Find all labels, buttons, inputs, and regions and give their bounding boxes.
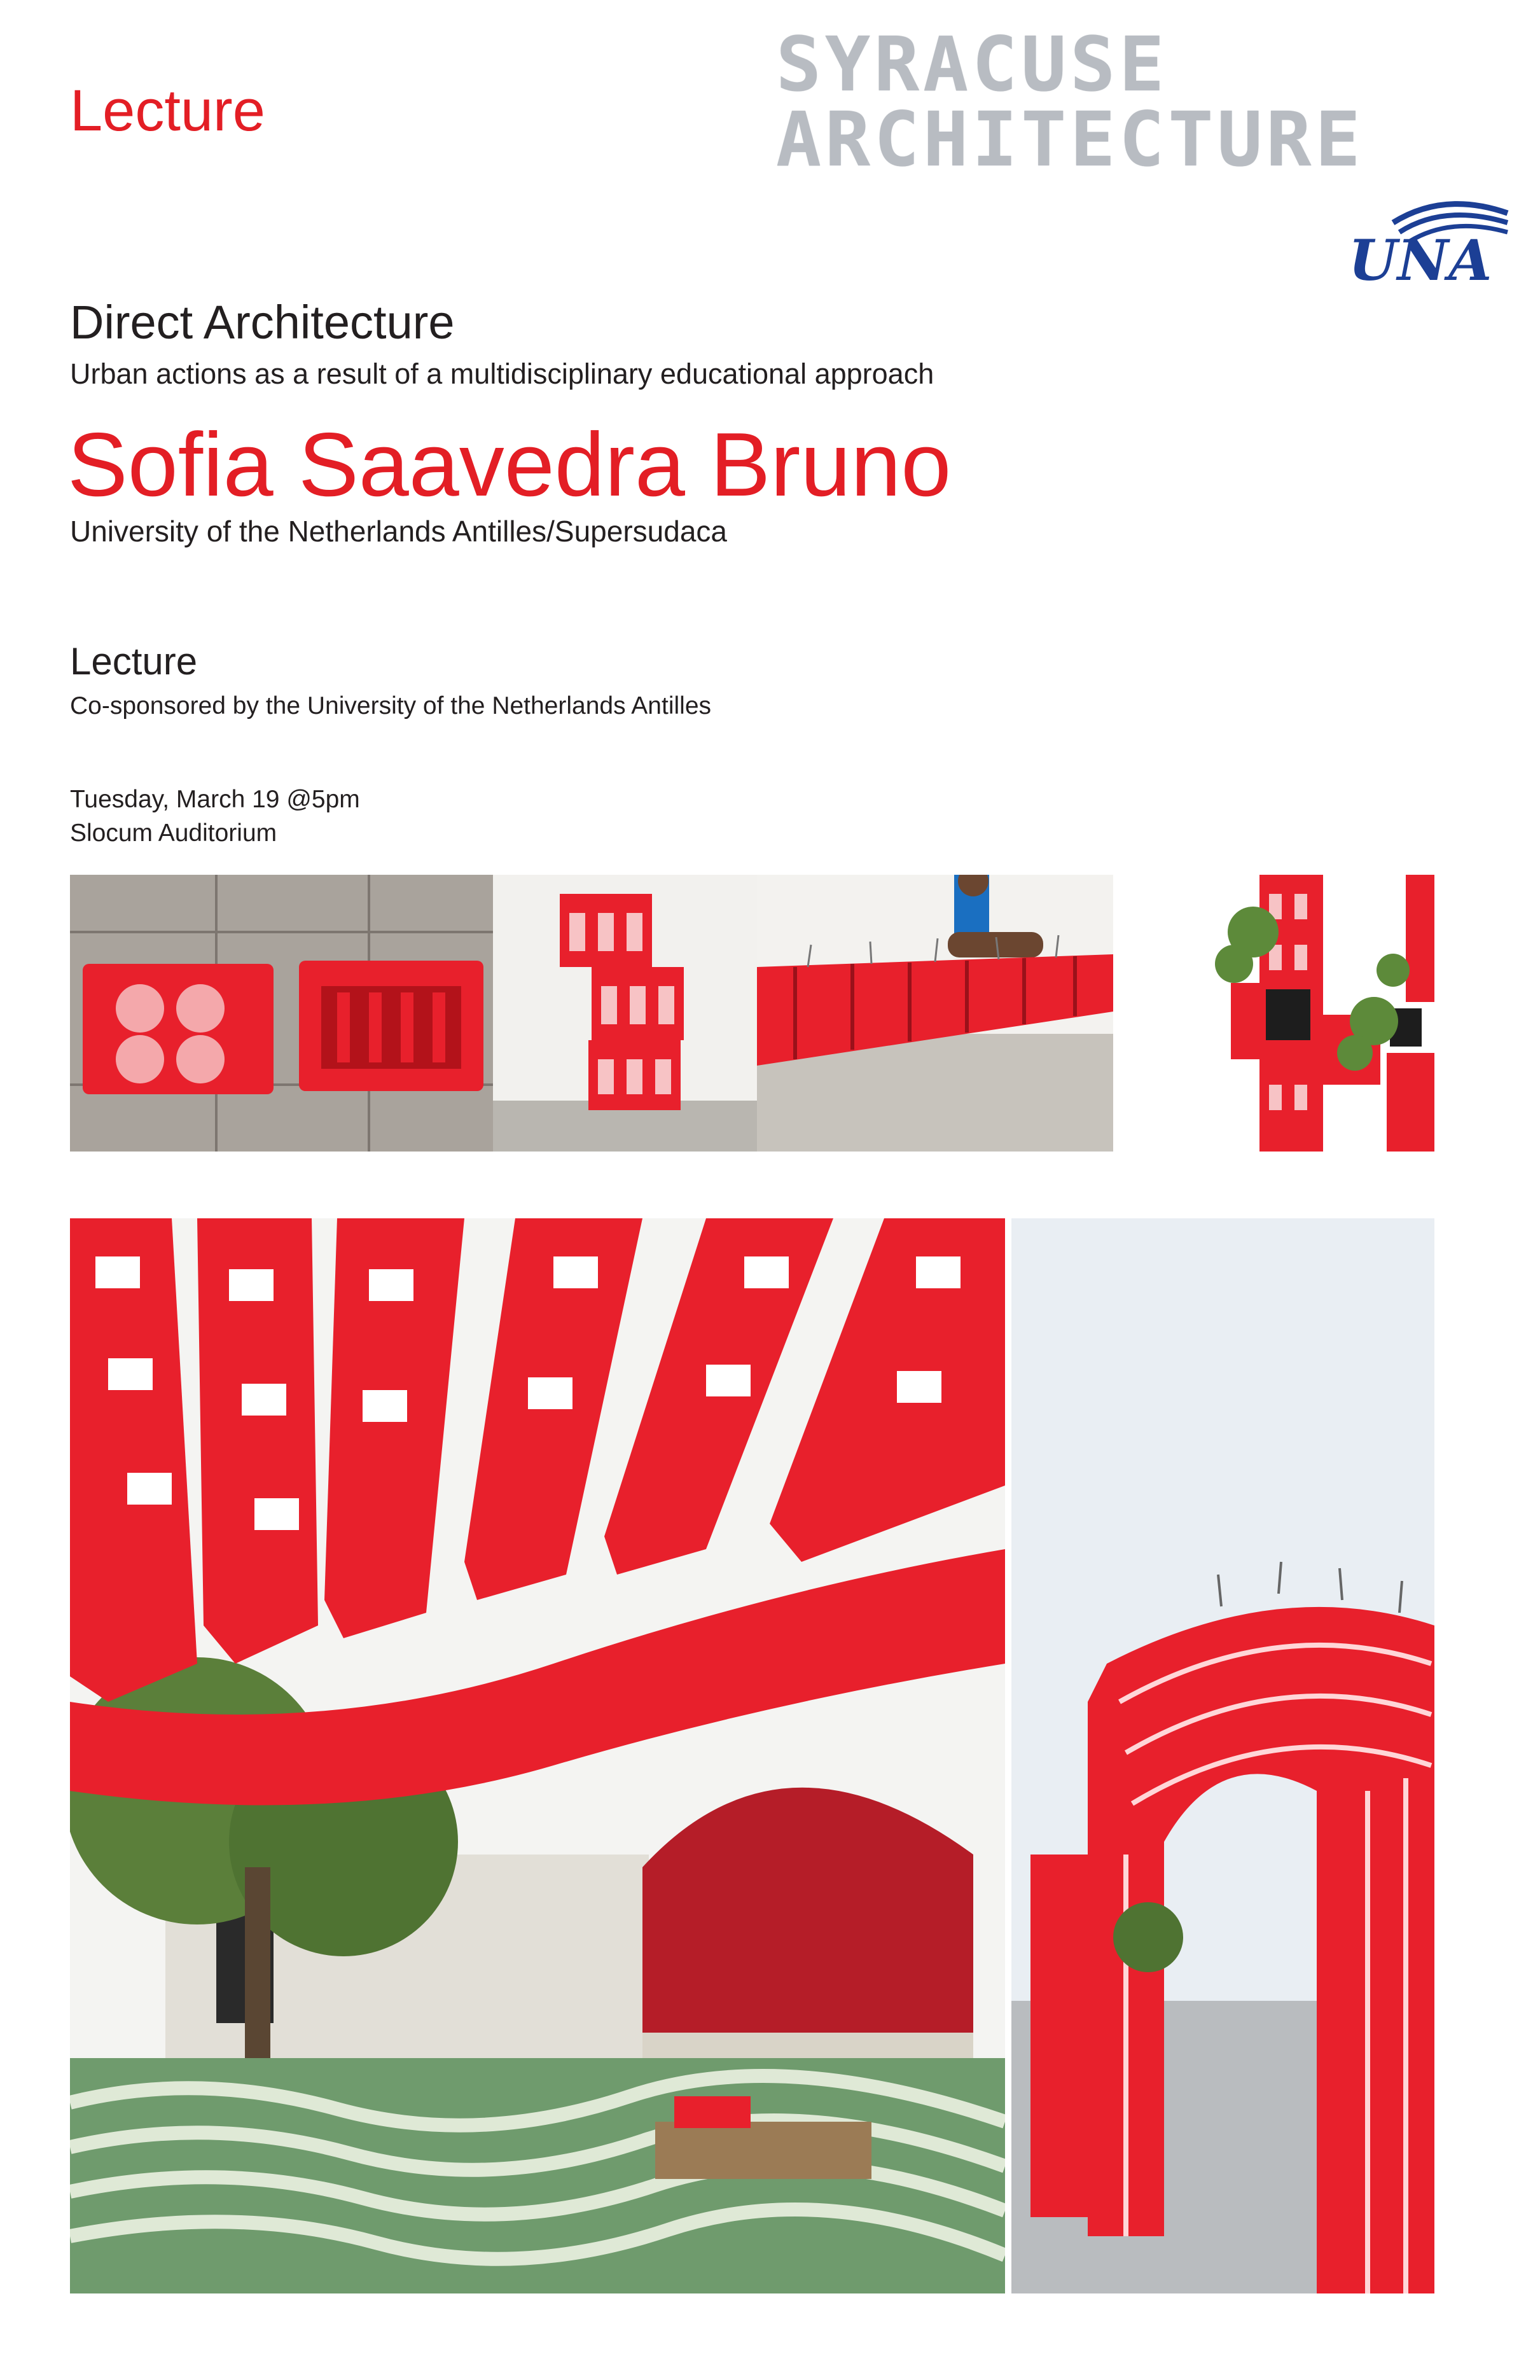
event-venue: Slocum Auditorium bbox=[70, 819, 277, 847]
wordmark-line-2: ARCHITECTURE bbox=[776, 95, 1364, 183]
photo-crate-bench-with-person bbox=[757, 875, 1113, 1152]
event-date: Tuesday, March 19 @5pm bbox=[70, 786, 360, 813]
event-type-label: Lecture bbox=[70, 640, 198, 683]
lecture-title: Direct Architecture bbox=[70, 296, 455, 349]
una-logo-text: UNA bbox=[1349, 227, 1492, 283]
wordmark-line-1: SYRACUSE bbox=[776, 20, 1169, 108]
photo-crate-tower-with-plants bbox=[1183, 875, 1434, 1152]
photo-crate-canopy-courtyard bbox=[70, 1218, 1005, 2293]
cosponsor-text: Co-sponsored by the University of the Netherlands Antilles bbox=[70, 692, 712, 720]
syracuse-architecture-wordmark bbox=[776, 20, 1514, 183]
lecture-subtitle: Urban actions as a result of a multidisciplinary educational approach bbox=[70, 358, 934, 390]
speaker-affiliation: University of the Netherlands Antilles/Supersudaca bbox=[70, 515, 728, 548]
header-lecture-label: Lecture bbox=[70, 78, 265, 143]
photo-stacked-crates bbox=[493, 875, 757, 1152]
photo-crate-arch bbox=[1011, 1218, 1434, 2293]
una-logo bbox=[1349, 194, 1514, 283]
photo-crates-on-pavement bbox=[70, 875, 493, 1152]
speaker-name: Sofia Saavedra Bruno bbox=[67, 414, 952, 515]
